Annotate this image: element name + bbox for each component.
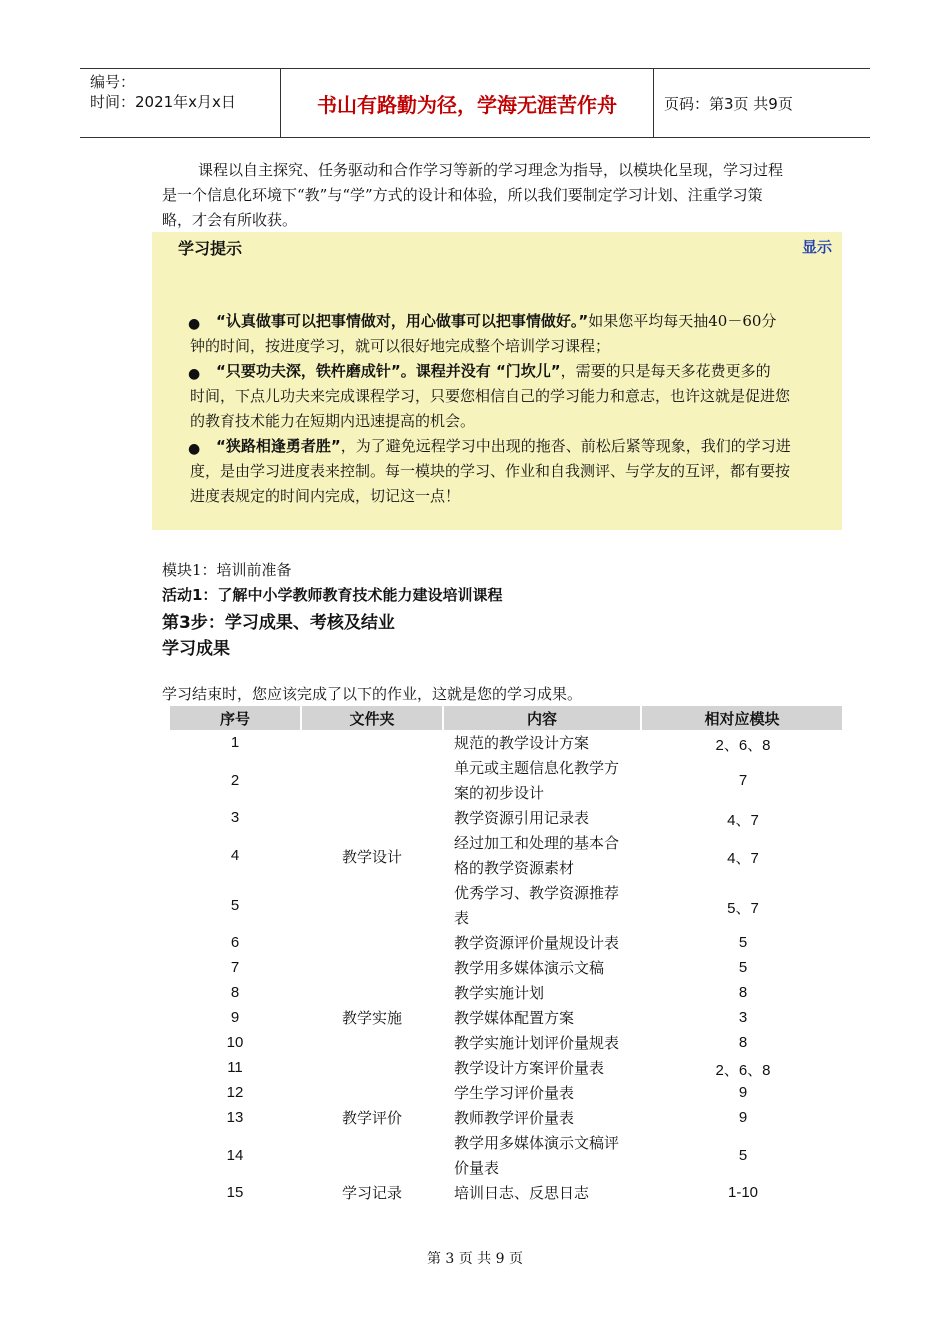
header-page-number: 页码：第3页 共9页 xyxy=(664,94,793,113)
intro-line-2: 是一个信息化环境下“教”与“学”方式的设计和体验，所以我们要制定学习计划、注重学习策 xyxy=(162,186,763,204)
activity-heading: 活动1：了解中小学教师教育技术能力建设培训课程 xyxy=(162,586,503,604)
bullet-icon: ● xyxy=(188,316,201,332)
column-header-content: 内容 xyxy=(444,706,640,730)
tip-item-2-line-2: 时间，下点儿功夫来完成课程学习，只要您相信自己的学习能力和意志，也许这就是促进您 xyxy=(190,387,791,405)
row-content: 单元或主题信息化教学方 xyxy=(454,759,620,777)
row-module: 2、6、8 xyxy=(715,1062,771,1079)
row-module: 3 xyxy=(738,1009,748,1026)
study-tips-box xyxy=(152,232,842,530)
row-content: 教学媒体配置方案 xyxy=(454,1009,575,1027)
row-module: 8 xyxy=(738,984,748,1001)
step-heading: 第3步：学习成果、考核及结业 xyxy=(162,613,395,633)
tip-item-3-line-3: 进度表规定的时间内完成，切记这一点！ xyxy=(190,487,461,505)
row-content: 价量表 xyxy=(454,1159,500,1177)
tip-item-1-quote: “认真做事可以把事情做对，用心做事可以把事情做好。” xyxy=(216,312,589,330)
header-meta xyxy=(80,69,280,137)
row-content: 规范的教学设计方案 xyxy=(454,734,590,752)
table-intro: 学习结束时，您应该完成了以下的作业，这就是您的学习成果。 xyxy=(162,685,583,703)
row-content: 教师教学评价量表 xyxy=(454,1109,575,1127)
tip-item-3-quote: “狭路相逢勇者胜” xyxy=(216,437,341,455)
row-number: 13 xyxy=(226,1109,244,1126)
header-motto: 书山有路勤为径，学海无涯苦作舟 xyxy=(280,69,654,137)
row-module: 5、7 xyxy=(727,899,759,917)
section-title: 学习成果 xyxy=(162,639,230,659)
tip-item-2-quote: “只要功夫深，铁杵磨成针”。课程并没有 “门坎儿” xyxy=(216,362,561,380)
row-number: 9 xyxy=(230,1009,240,1026)
row-number: 8 xyxy=(230,984,240,1001)
row-module: 5 xyxy=(738,934,748,951)
tip-item-1-line-1 xyxy=(216,309,828,334)
row-content: 案的初步设计 xyxy=(454,784,545,802)
folder-label: 学习记录 xyxy=(341,1184,402,1202)
row-content: 教学实施计划评价量规表 xyxy=(454,1034,620,1052)
row-content: 表 xyxy=(454,909,470,927)
tip-item-2-line-1 xyxy=(216,359,828,384)
folder-label: 教学设计 xyxy=(341,848,402,866)
row-number: 11 xyxy=(227,1059,243,1076)
intro-line-3: 略，才会有所收获。 xyxy=(162,211,298,229)
tip-item-2-text: ，需要的只是每天多花费更多的 xyxy=(560,362,771,380)
row-number: 1 xyxy=(230,734,240,751)
bullet-icon: ● xyxy=(188,366,201,382)
tips-title: 学习提示 xyxy=(178,239,243,258)
row-number: 2 xyxy=(230,771,240,789)
row-module: 2、6、8 xyxy=(715,737,771,754)
row-module: 5 xyxy=(738,959,748,976)
show-tips-link[interactable]: 显示 xyxy=(801,238,832,256)
row-content: 教学资源引用记录表 xyxy=(454,809,590,827)
page-header xyxy=(80,68,870,138)
document-date-label: 时间：2021年x月x日 xyxy=(90,93,236,111)
tip-item-2-line-3: 的教育技术能力在短期内迅速提高的机会。 xyxy=(190,412,476,430)
row-module: 9 xyxy=(738,1084,748,1101)
document-number-label: 编号： xyxy=(90,73,136,91)
tip-item-3-line-2: 度，是由学习进度表来控制。每一模块的学习、作业和自我测评、与学友的互评，都有要按 xyxy=(190,462,791,480)
bullet-icon: ● xyxy=(188,441,201,457)
row-content: 教学设计方案评价量表 xyxy=(454,1059,605,1077)
row-number: 12 xyxy=(226,1084,244,1101)
row-content: 优秀学习、教学资源推荐 xyxy=(454,884,620,902)
intro-line-1: 课程以自主探究、任务驱动和合作学习等新的学习理念为指导，以模块化呈现，学习过程 xyxy=(198,161,784,179)
folder-label: 教学评价 xyxy=(341,1109,402,1127)
row-content: 学生学习评价量表 xyxy=(454,1084,575,1102)
row-number: 6 xyxy=(230,934,240,951)
row-number: 10 xyxy=(226,1034,244,1051)
tip-item-1-line-2: 钟的时间，按进度学习，就可以很好地完成整个培训学习课程； xyxy=(190,337,611,355)
row-content: 教学用多媒体演示文稿 xyxy=(454,959,605,977)
row-content: 教学用多媒体演示文稿评 xyxy=(454,1134,620,1152)
column-header-module: 相对应模块 xyxy=(642,706,842,730)
row-number: 5 xyxy=(230,896,240,914)
row-module: 4、7 xyxy=(727,812,759,829)
folder-label: 教学实施 xyxy=(341,1009,402,1027)
row-number: 3 xyxy=(230,809,240,826)
row-module: 9 xyxy=(738,1109,748,1126)
tip-item-3-text: ，为了避免远程学习中出现的拖沓、前松后紧等现象，我们的学习进 xyxy=(340,437,791,455)
row-module: 5 xyxy=(738,1146,748,1164)
row-content: 经过加工和处理的基本合 xyxy=(454,834,620,852)
row-content: 教学实施计划 xyxy=(454,984,545,1002)
row-number: 4 xyxy=(230,846,240,864)
row-content: 培训日志、反思日志 xyxy=(454,1184,590,1202)
page-footer: 第 3 页 共 9 页 xyxy=(426,1251,524,1267)
row-module: 8 xyxy=(738,1034,748,1051)
column-header-number: 序号 xyxy=(170,706,300,730)
row-number: 7 xyxy=(230,959,240,976)
row-content: 教学资源评价量规设计表 xyxy=(454,934,620,952)
row-content: 格的教学资源素材 xyxy=(454,859,575,877)
row-module: 4、7 xyxy=(727,849,759,867)
tip-item-3-line-1 xyxy=(216,434,828,459)
row-module: 7 xyxy=(738,771,748,789)
row-module: 1-10 xyxy=(727,1184,759,1201)
row-number: 14 xyxy=(226,1146,244,1164)
column-header-folder: 文件夹 xyxy=(302,706,442,730)
module-label: 模块1：培训前准备 xyxy=(162,561,292,579)
row-number: 15 xyxy=(226,1184,244,1201)
tip-item-1-text: 如果您平均每天抽40－60分 xyxy=(588,312,777,330)
